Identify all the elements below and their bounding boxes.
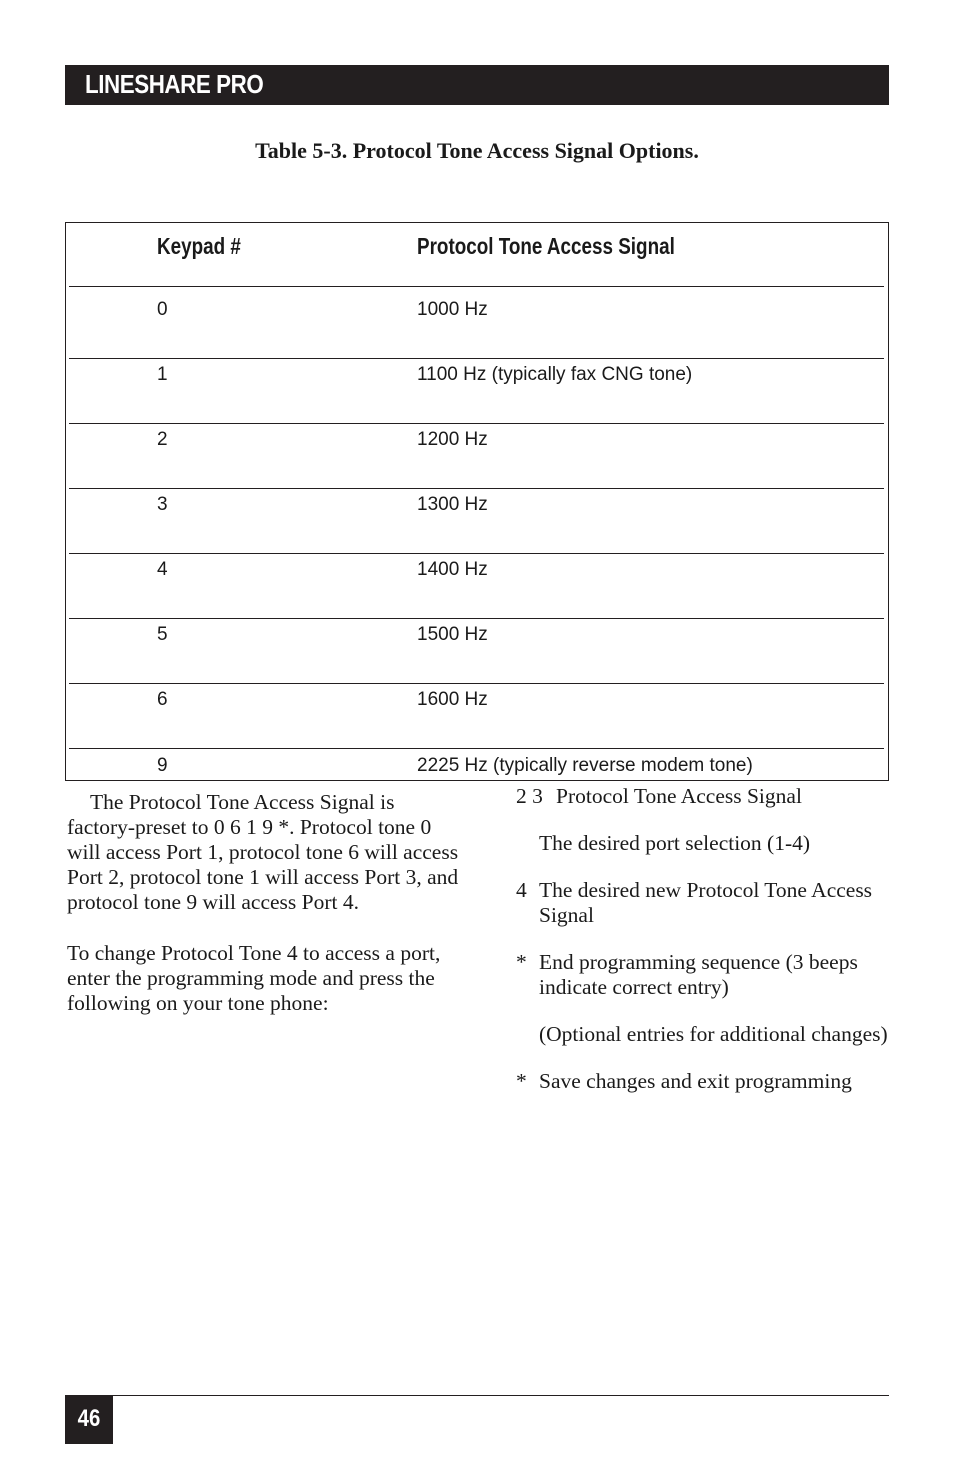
row-divider	[69, 618, 884, 619]
page-number: 46	[77, 1405, 101, 1432]
cell-keypad: 6	[157, 689, 168, 710]
cell-signal: 1300 Hz	[417, 494, 488, 515]
step-text: The desired port selection (1-4)	[539, 831, 811, 855]
table-caption: Table 5-3. Protocol Tone Access Signal Options.	[255, 138, 699, 163]
header-bar	[65, 65, 889, 105]
step-item	[516, 950, 896, 1000]
cell-keypad: 3	[157, 494, 168, 515]
row-divider	[69, 358, 884, 359]
cell-keypad: 4	[157, 559, 168, 580]
cell-signal: 1600 Hz	[417, 689, 488, 710]
step-key: *	[516, 1069, 527, 1093]
step-text: Save changes and exit programming	[539, 1069, 852, 1093]
step-item	[516, 784, 896, 809]
step-text: The desired new Protocol Tone Access Signal	[539, 878, 873, 927]
programming-steps	[516, 784, 896, 1094]
cell-keypad: 2	[157, 429, 168, 450]
cell-signal: 2225 Hz (typically reverse modem tone)	[417, 755, 753, 776]
step-key: 4	[516, 878, 527, 902]
row-divider	[69, 553, 884, 554]
footer-rule	[65, 1395, 889, 1396]
step-item	[516, 831, 896, 856]
step-text: End programming sequence (3 beeps indicate correct entry)	[539, 950, 858, 999]
column-header-keypad: Keypad #	[157, 233, 241, 259]
step-item	[516, 878, 896, 928]
protocol-tone-table	[65, 222, 889, 781]
step-item	[516, 1022, 896, 1047]
cell-keypad: 9	[157, 755, 168, 776]
cell-signal: 1100 Hz (typically fax CNG tone)	[417, 364, 693, 385]
paragraph-change-instructions: To change Protocol Tone 4 to access a port, enter the programming mode and press the following on your tone phone:	[67, 941, 441, 1015]
cell-keypad: 5	[157, 624, 168, 645]
step-key: 2 3	[516, 784, 543, 808]
row-divider	[69, 488, 884, 489]
page-number-box	[65, 1396, 113, 1444]
cell-signal: 1500 Hz	[417, 624, 488, 645]
step-text: (Optional entries for additional changes)	[539, 1022, 888, 1046]
cell-keypad: 0	[157, 299, 168, 320]
cell-keypad: 1	[157, 364, 168, 385]
paragraph-factory-preset: The Protocol Tone Access Signal is factory-preset to 0 6 1 9 *. Protocol tone 0 will access Port 1, protocol tone 6 will access Port 2, protocol tone 1 will access Port 3, and protocol tone 9 will access Port 4.	[67, 790, 459, 914]
row-divider	[69, 286, 884, 287]
step-item	[516, 1069, 896, 1094]
cell-signal: 1400 Hz	[417, 559, 488, 580]
row-divider	[69, 423, 884, 424]
row-divider	[69, 748, 884, 749]
step-text: Protocol Tone Access Signal	[556, 784, 802, 808]
row-divider	[69, 683, 884, 684]
cell-signal: 1000 Hz	[417, 299, 488, 320]
step-key: *	[516, 950, 527, 974]
cell-signal: 1200 Hz	[417, 429, 488, 450]
header-title: LINESHARE PRO	[85, 69, 264, 99]
body-left-column	[67, 790, 467, 1016]
column-header-signal: Protocol Tone Access Signal	[417, 233, 675, 259]
